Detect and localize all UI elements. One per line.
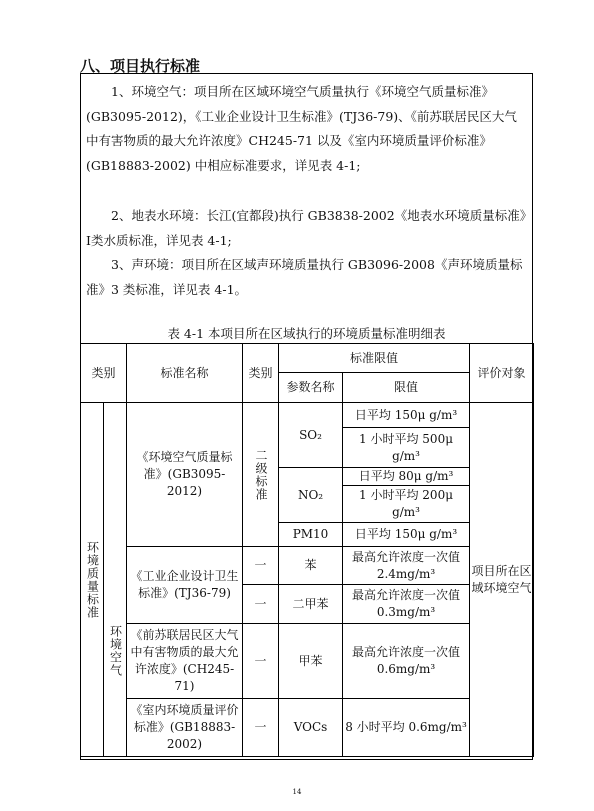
paragraph-noise xyxy=(86,253,529,302)
param-cell: PM10 xyxy=(279,523,343,547)
category-main-cell xyxy=(81,403,104,757)
param-cell: SO₂ xyxy=(279,403,343,468)
limit-cell: 8 小时平均 0.6mg/m³ xyxy=(343,699,470,757)
param-cell: VOCs xyxy=(279,699,343,757)
standard-name: 《前苏联居民区大气中有害物质的最大允许浓度》(CH245-71) xyxy=(127,624,243,699)
header-class: 类别 xyxy=(243,344,279,403)
paragraph-noise-text: 3、声环境：项目所在区域声环境质量执行 GB3096-2008《声环境质量标准》3 类标准，详见表 4-1。 xyxy=(86,257,523,297)
standards-table xyxy=(80,343,534,757)
header-standard-name: 标准名称 xyxy=(127,344,243,403)
param-cell: 二甲苯 xyxy=(279,585,343,624)
header-target: 评价对象 xyxy=(470,344,534,403)
header-limits: 标准限值 xyxy=(279,344,470,373)
paragraph-air-text: 1、环境空气：项目所在区域环境空气质量执行《环境空气质量标准》(GB3095-2012)，《工业企业设计卫生标准》(TJ36-79)、《前苏联居民区大气中有害物质的最大允许浓度》CH245-71 以及《室内环境质量评价标准》(GB18883-2002) 中相应标准要求，详见表 4-1; xyxy=(86,84,517,173)
limit-cell: 日平均 150μ g/m³ xyxy=(343,523,470,547)
standard-name: 《室内环境质量评价标准》(GB18883-2002) xyxy=(127,699,243,757)
standard-class: 一 xyxy=(243,547,279,585)
section-title: 八、项目执行标准 xyxy=(80,57,201,75)
param-cell: 甲苯 xyxy=(279,624,343,699)
paragraph-water-text: 2、地表水环境：长江(宜都段)执行 GB3838-2002《地表水环境质量标准》Ⅰ类水质标准，详见表 4-1; xyxy=(86,208,526,248)
standard-class: 一 xyxy=(243,585,279,624)
header-limit: 限值 xyxy=(343,373,470,403)
standard-class-cell xyxy=(243,403,279,547)
header-category: 类别 xyxy=(81,344,127,403)
standard-name: 《环境空气质量标准》(GB3095-2012) xyxy=(127,403,243,547)
param-cell: 苯 xyxy=(279,547,343,585)
standard-class: 一 xyxy=(243,699,279,757)
category-sub-top xyxy=(104,403,127,547)
header-param: 参数名称 xyxy=(279,373,343,403)
limit-cell: 1 小时平均 200μ g/m³ xyxy=(343,486,470,523)
standard-class: 二级标准 xyxy=(254,448,269,501)
limit-cell: 最高允许浓度一次值 0.3mg/m³ xyxy=(343,585,470,624)
standard-class: 一 xyxy=(243,624,279,699)
param-cell: NO₂ xyxy=(279,468,343,523)
limit-cell: 最高允许浓度一次值 0.6mg/m³ xyxy=(343,624,470,699)
category-main: 环境质量标准 xyxy=(85,540,100,619)
limit-cell: 日平均 80μ g/m³ xyxy=(343,468,470,486)
standard-name: 《工业企业设计卫生标准》(TJ36-79) xyxy=(127,547,243,624)
paragraph-water xyxy=(86,204,529,253)
table-caption: 表 4-1 本项目所在区域执行的环境质量标准明细表 xyxy=(167,326,446,341)
category-sub-cell xyxy=(104,547,127,757)
limit-cell: 最高允许浓度一次值 2.4mg/m³ xyxy=(343,547,470,585)
category-sub: 环境空气 xyxy=(108,625,123,678)
target-cell: 项目所在区域环境空气 xyxy=(470,403,534,757)
page-number: 14 xyxy=(292,788,302,796)
paragraph-air xyxy=(86,80,529,178)
limit-cell: 1 小时平均 500μ g/m³ xyxy=(343,428,470,468)
limit-cell: 日平均 150μ g/m³ xyxy=(343,403,470,428)
